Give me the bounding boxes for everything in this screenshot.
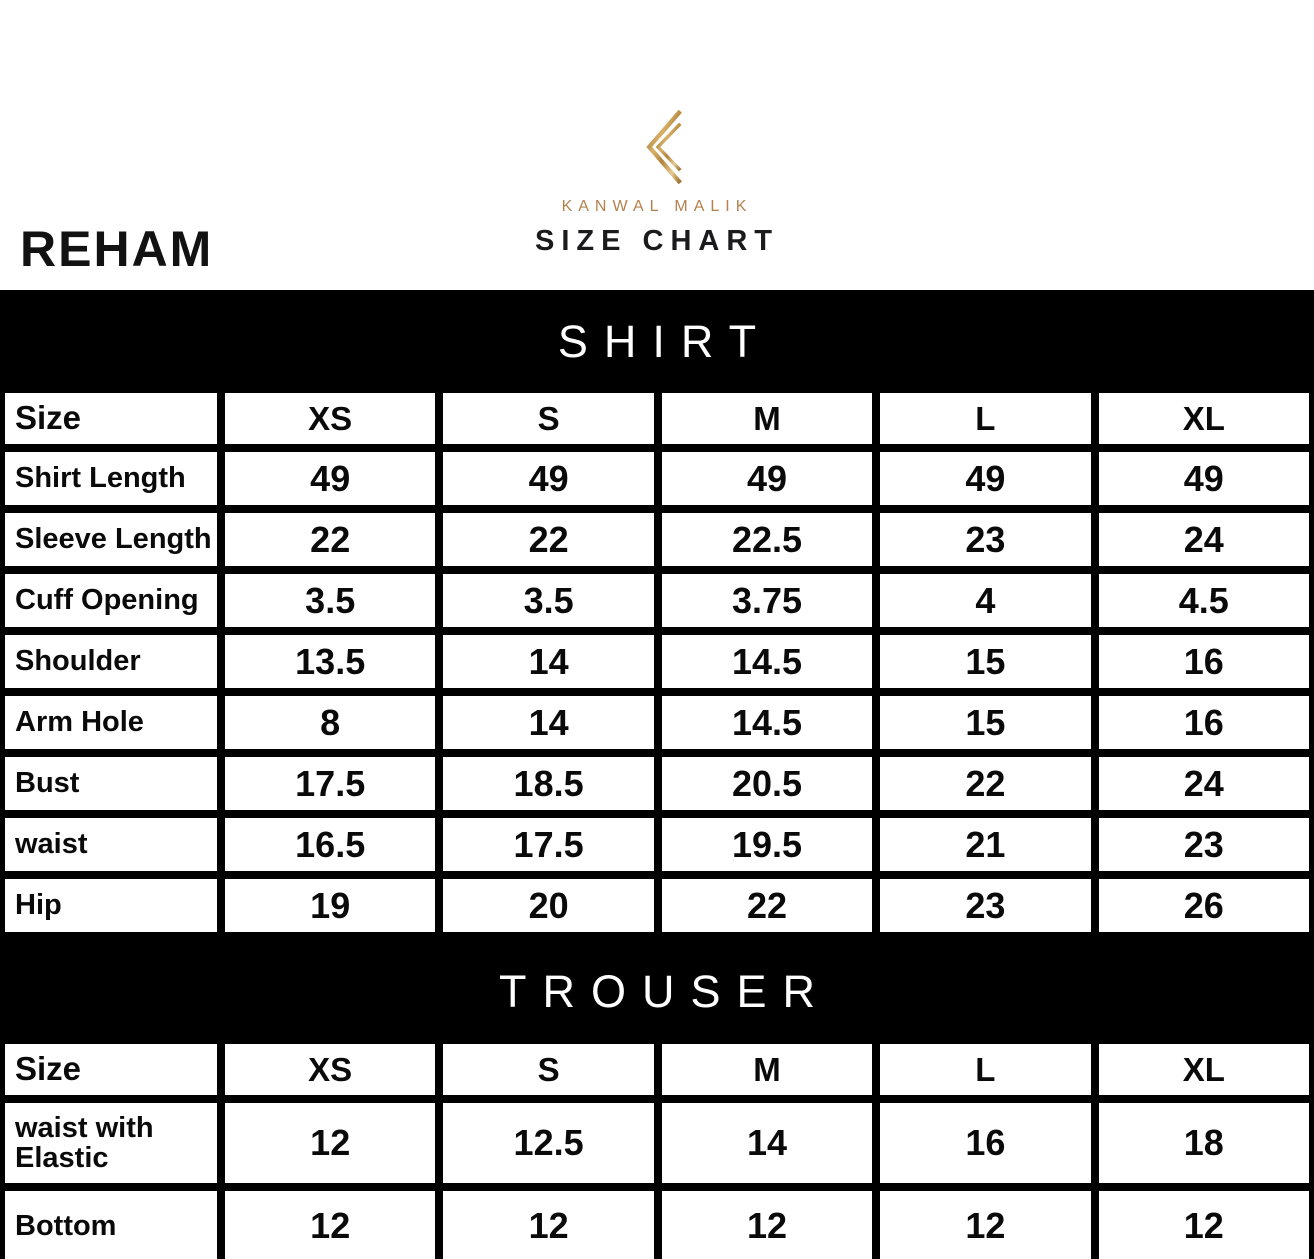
value-cell: 16.5 [225,818,435,871]
value-cell: 14.5 [662,696,872,749]
value-cell: 22 [443,513,653,566]
size-col-xs: XS [225,1044,435,1095]
value-cell: 16 [1099,696,1309,749]
value-cell: 12 [1099,1191,1309,1259]
value-cell: 49 [880,452,1090,505]
value-cell: 49 [443,452,653,505]
value-cell: 4 [880,574,1090,627]
row-label-cell: waist with Elastic [5,1103,217,1183]
value-cell: 12 [443,1191,653,1259]
value-cell: 19 [225,879,435,932]
value-cell: 49 [225,452,435,505]
value-cell: 49 [662,452,872,505]
value-cell: 4.5 [1099,574,1309,627]
table-row-arm-hole [5,696,1309,749]
row-label-cell: waist [5,818,217,871]
row-label-cell: Shirt Length [5,452,217,505]
shirt-section-title: SHIRT [557,315,773,367]
size-chart-heading: SIZE CHART [535,225,779,257]
value-cell: 14.5 [662,635,872,688]
value-cell: 8 [225,696,435,749]
size-col-m: M [662,393,872,444]
table-row-shirt-length [5,452,1309,505]
value-cell: 12 [662,1191,872,1259]
value-cell: 12 [880,1191,1090,1259]
size-header-cell: Size [5,393,217,444]
value-cell: 12.5 [443,1103,653,1183]
value-cell: 16 [880,1103,1090,1183]
row-label-cell: Bust [5,757,217,810]
table-row-bust [5,757,1309,810]
kanwal-malik-monogram-icon [626,106,688,188]
value-cell: 14 [443,696,653,749]
table-row-hip [5,879,1309,932]
row-label-cell: Sleeve Length [5,513,217,566]
trouser-header-row [5,1044,1309,1095]
row-label-cell: Bottom [5,1191,217,1259]
value-cell: 22 [225,513,435,566]
value-cell: 18.5 [443,757,653,810]
value-cell: 22 [662,879,872,932]
value-cell: 22.5 [662,513,872,566]
trouser-section-title: TROUSER [498,966,831,1017]
value-cell: 23 [880,879,1090,932]
value-cell: 3.5 [443,574,653,627]
row-label-cell: Arm Hole [5,696,217,749]
trouser-table [5,1044,1309,1259]
table-row-waist [5,818,1309,871]
table-row-bottom [5,1191,1309,1259]
value-cell: 17.5 [443,818,653,871]
value-cell: 24 [1099,757,1309,810]
value-cell: 24 [1099,513,1309,566]
row-label-cell: Cuff Opening [5,574,217,627]
product-name: REHAM [20,221,214,277]
value-cell: 14 [662,1103,872,1183]
size-col-s: S [443,1044,653,1095]
value-cell: 14 [443,635,653,688]
table-row-shoulder [5,635,1309,688]
size-col-m: M [662,1044,872,1095]
value-cell: 12 [225,1191,435,1259]
size-col-xs: XS [225,393,435,444]
size-header-cell: Size [5,1044,217,1095]
value-cell: 23 [1099,818,1309,871]
value-cell: 49 [1099,452,1309,505]
brand-name: KANWAL MALIK [561,198,753,215]
value-cell: 23 [880,513,1090,566]
page-header [0,0,1314,290]
size-col-l: L [880,1044,1090,1095]
table-row-cuff-opening [5,574,1309,627]
value-cell: 15 [880,696,1090,749]
value-cell: 12 [225,1103,435,1183]
value-cell: 17.5 [225,757,435,810]
value-cell: 26 [1099,879,1309,932]
value-cell: 20 [443,879,653,932]
value-cell: 22 [880,757,1090,810]
table-row-waist-with-elastic [5,1103,1309,1183]
value-cell: 3.75 [662,574,872,627]
size-col-xl: XL [1099,393,1309,444]
row-label-cell: Hip [5,879,217,932]
tables-section [0,290,1314,1259]
size-col-l: L [880,393,1090,444]
row-label-cell: Shoulder [5,635,217,688]
value-cell: 16 [1099,635,1309,688]
value-cell: 15 [880,635,1090,688]
value-cell: 3.5 [225,574,435,627]
value-cell: 21 [880,818,1090,871]
size-col-s: S [443,393,653,444]
value-cell: 18 [1099,1103,1309,1183]
size-col-xl: XL [1099,1044,1309,1095]
value-cell: 19.5 [662,818,872,871]
table-row-sleeve-length [5,513,1309,566]
shirt-table [5,393,1309,932]
shirt-header-row [5,393,1309,444]
value-cell: 13.5 [225,635,435,688]
value-cell: 20.5 [662,757,872,810]
